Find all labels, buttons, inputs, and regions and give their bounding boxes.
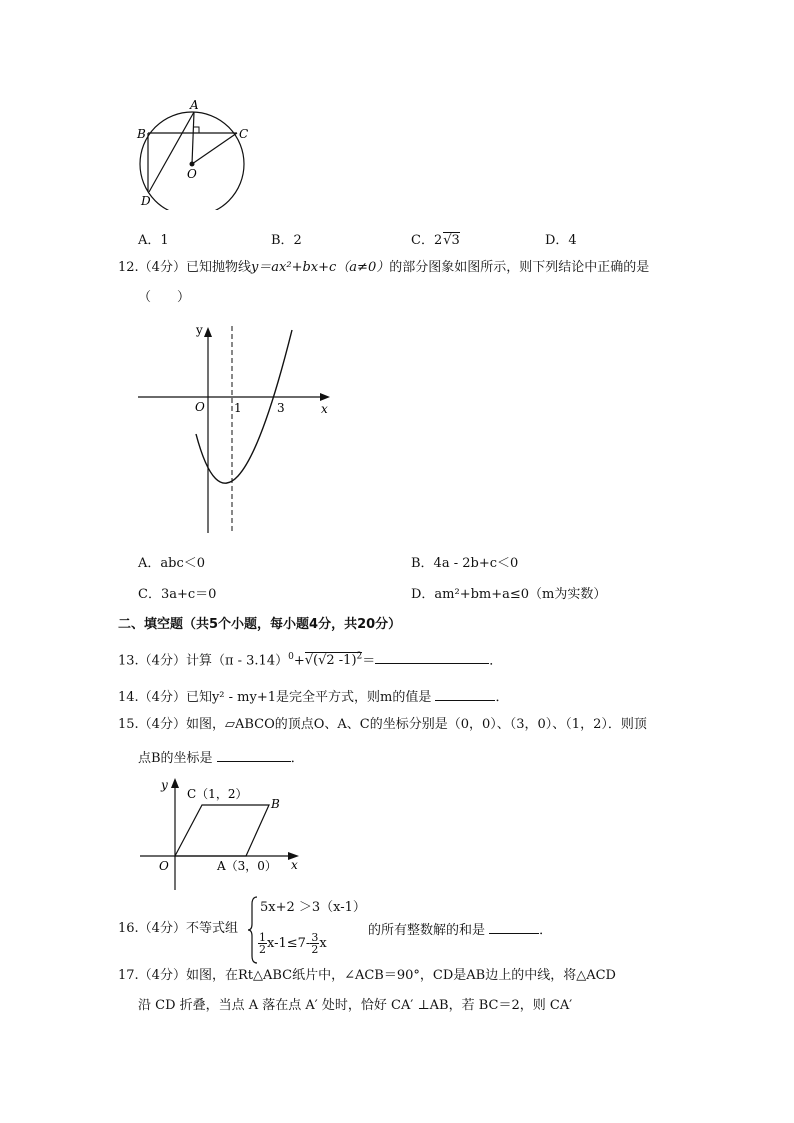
label-c: C	[239, 127, 249, 141]
system-brace	[248, 896, 258, 964]
label-b: B	[137, 127, 146, 141]
section-title: 二、填空题（共5个小题，每小题4分，共20分）	[118, 617, 402, 632]
q16-suffix: 的所有整数解的和是 ．	[368, 920, 552, 940]
q12-paren: （ ）	[138, 290, 191, 305]
label-a: A	[190, 98, 199, 112]
origin-label: O	[195, 400, 205, 414]
answer-blank-13[interactable]	[375, 650, 489, 664]
q13-stem: 13.（4分）计算（π - 3.14）$^0$+√(√2 -1)$^2$＝ ．	[118, 652, 503, 669]
y-axis-label: y	[196, 323, 203, 337]
x-axis-label: x	[321, 402, 328, 416]
q11-option-d: D．4	[545, 233, 577, 248]
q11-option-b: B．2	[271, 233, 302, 248]
q15-line2: 点B的坐标是 ．	[138, 748, 304, 768]
tick-3: 3	[277, 401, 285, 415]
q12-option-c: C．3a+c＝0	[138, 587, 217, 602]
vertex-a-label: A（3，0）	[217, 859, 277, 873]
q12-option-a: A．abc＜0	[138, 556, 206, 571]
y-axis-label-2: y	[161, 778, 168, 792]
answer-blank-15[interactable]	[217, 748, 291, 762]
q12-stem: 12.（4分）已知抛物线y＝ax²+bx+c（a≠0）的部分图象如图所示，则下列结论中正确的是	[118, 260, 650, 275]
q14-stem: 14.（4分）已知y² - my+1是完全平方式，则m的值是 ．	[118, 687, 508, 707]
vertex-b-label: B	[271, 797, 280, 811]
parabola-graph	[130, 318, 340, 538]
q11-option-a: A．1	[138, 233, 169, 248]
label-o: O	[187, 167, 197, 181]
answer-blank-16[interactable]	[489, 920, 539, 934]
inequality-2: $\frac{1}{2}$ x-1≤7- $\frac{3}{2}$ x	[259, 931, 327, 956]
origin-label-2: O	[159, 859, 169, 873]
parallelogram-graph	[135, 772, 310, 892]
label-d: D	[141, 194, 151, 208]
q17-line2: 沿 CD 折叠，当点 A 落在点 A′ 处时，恰好 CA′ ⊥AB，若 BC＝2，则 CA′	[138, 998, 573, 1013]
q15-line1: 15.（4分）如图，▱ABCO的顶点O、A、C的坐标分别是（0，0）、（3，0）、（1，2）．则顶	[118, 717, 647, 732]
circle-figure	[130, 95, 260, 210]
q12-option-b: B．4a - 2b+c＜0	[411, 556, 519, 571]
inequality-1: 5x+2 ＞3（x-1）	[260, 900, 366, 915]
vertex-c-label: C（1，2）	[187, 787, 248, 801]
q11-option-c: C．2√3	[411, 233, 460, 248]
x-axis-label-2: x	[291, 858, 298, 872]
q16-prefix: 16.（4分）不等式组	[118, 921, 238, 936]
q12-option-d: D．am²+bm+a≤0（m为实数）	[411, 587, 607, 602]
tick-1: 1	[234, 401, 242, 415]
answer-blank-14[interactable]	[435, 687, 495, 701]
q17-line1: 17.（4分）如图，在Rt△ABC纸片中，∠ACB＝90°，CD是AB边上的中线，将△ACD	[118, 968, 616, 983]
